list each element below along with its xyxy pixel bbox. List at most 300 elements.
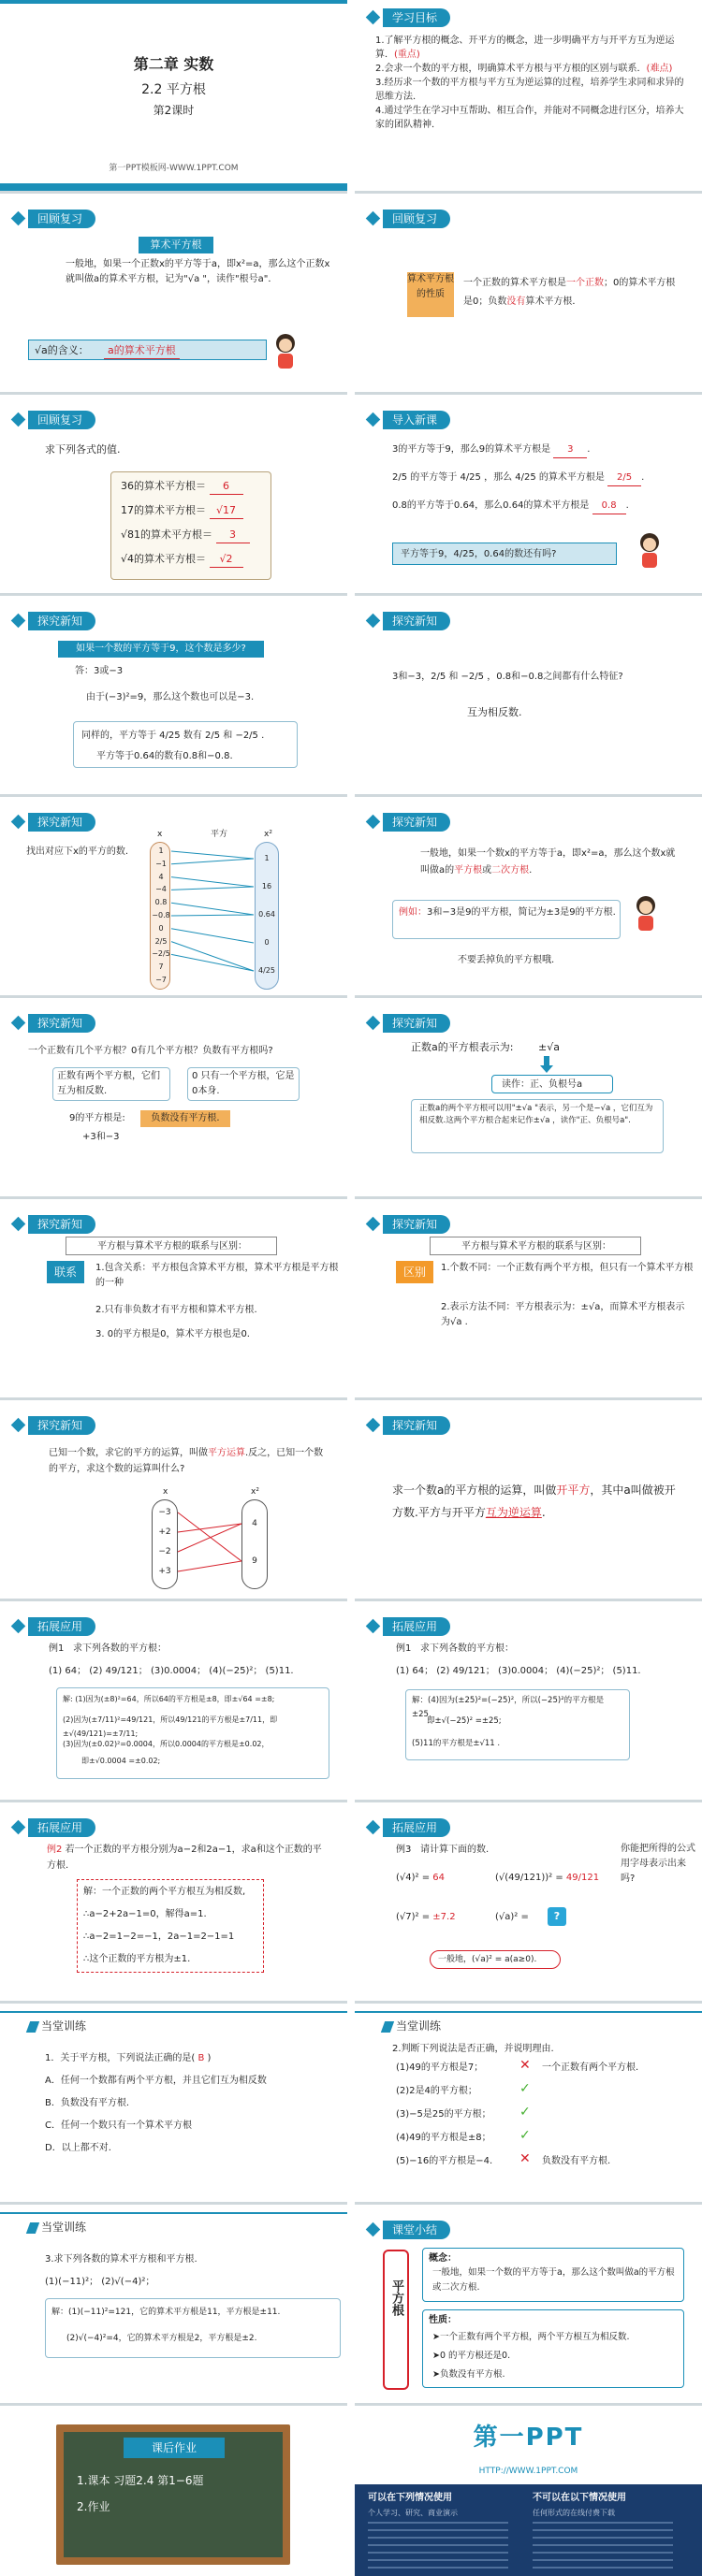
diamond-icon (11, 1016, 26, 1031)
cross-icon: ✕ (519, 2058, 531, 2073)
header-tab: 探究新知 (383, 1014, 450, 1033)
option-b: B．负数没有平方根. (45, 2098, 130, 2108)
slide-review-3[interactable] (0, 402, 347, 596)
practice-answer: B (197, 2053, 205, 2063)
slide-header (0, 1013, 347, 1034)
open-a: 求一个数a的平方根的运算，叫做 (392, 1483, 557, 1497)
slide-example-1a[interactable] (0, 1609, 347, 1802)
same-2: 平方等于0.64的数有0.8和−0.8. (96, 751, 233, 761)
check-icon: ✓ (519, 2105, 531, 2120)
slide-example-3[interactable] (355, 1810, 702, 2004)
intro-row-3-a: 0.8 (592, 498, 626, 514)
slide-header (355, 410, 702, 430)
difference-header-box (430, 1237, 641, 1255)
example-prompt: 求下列各数的平方根： (73, 1643, 167, 1654)
calc-1-q: (√4)² = (396, 1873, 431, 1883)
header-tab: 探究新知 (28, 1215, 95, 1234)
pen-icon (26, 2222, 39, 2234)
judge-statement: (5)−16的平方根是−4. (396, 2156, 493, 2166)
left-value: 0 (158, 923, 164, 933)
question-mark-icon: ? (548, 1907, 566, 1926)
allowed-sub: 个人学习、研究、商业演示 (368, 2509, 458, 2517)
row-4-a: √2 (210, 551, 243, 568)
top-bar (355, 2011, 702, 2013)
diamond-icon (366, 614, 381, 629)
diamond-icon (366, 10, 381, 25)
practice-title-text: 当堂训练 (41, 2221, 87, 2234)
slide-example-2[interactable] (0, 1810, 347, 2004)
positive-box (52, 1067, 170, 1101)
slide-review-1[interactable] (0, 201, 347, 395)
judge-reason: 一个正数有两个平方根. (542, 2062, 639, 2073)
lesson-label: 第2课时 (153, 104, 195, 117)
note-text: 正数a的两个平方根可以用"±√a "表示，另一个是−√a ，它们互为相反数.这两个平方根合起来记作±√a ，读作"正、负根号a". (419, 1104, 653, 1125)
slide-copyright[interactable] (355, 2413, 702, 2576)
slide-header (355, 1214, 702, 1235)
pen-icon (26, 2021, 39, 2033)
meaning-value: a的算术平方根 (104, 342, 180, 359)
forbidden-sub: 任何形式的在线付费下载 (533, 2509, 615, 2517)
slide-difference[interactable] (355, 1207, 702, 1400)
relation-header-box (66, 1237, 277, 1255)
example-label: 例1 (49, 1643, 65, 1654)
slide-definition[interactable] (355, 804, 702, 998)
example-2-label: 例2 (47, 1845, 63, 1855)
solution-line-4: ∴这个正数的平方根为±1. (83, 1954, 191, 1964)
concept-text: 一般地，如果一个数的平方等于a，那么这个数叫做a的平方根或二次方根. (432, 2267, 675, 2293)
row-1 (121, 478, 243, 495)
intro-row-1-q: 3的平方等于9，那么9的算术平方根是 (392, 444, 551, 455)
concept-box (422, 2248, 684, 2302)
link-line (368, 2537, 508, 2539)
intro-row-2: 2/5 的平方等于 4/25 ，那么 4/25 的算术平方根是 2/5 . (392, 470, 692, 486)
slide-header (0, 1817, 347, 1838)
pen-icon (381, 2021, 394, 2033)
property-box (422, 2309, 684, 2388)
op-left-value: +3 (158, 1567, 171, 1576)
left-value: −1 (155, 859, 167, 868)
left-value: 0.8 (154, 898, 168, 907)
slide-objectives[interactable] (355, 0, 702, 194)
slide-intro[interactable] (355, 402, 702, 596)
right-value: 0 (264, 938, 270, 947)
solution-box (77, 1879, 264, 1973)
mapping-arrow (171, 942, 254, 971)
link-line (533, 2529, 673, 2531)
operation-arrow (178, 1512, 241, 1561)
diamond-icon (11, 1820, 26, 1835)
meaning-box (28, 340, 267, 360)
answer-text: 答：3或−3 (75, 666, 124, 676)
slide-homework[interactable] (0, 2413, 347, 2576)
arrow-down-icon (540, 1056, 553, 1073)
diamond-icon (11, 614, 26, 629)
practice-title-text: 当堂训练 (41, 2019, 87, 2033)
cross-icon: ✕ (519, 2151, 531, 2166)
difference-item-2: 2.表示方法不同：平方根表示为：±√a，而算术平方根表示为√a . (441, 1302, 685, 1327)
header-tab: 回顾复习 (383, 210, 450, 228)
left-value: −0.8 (152, 911, 170, 919)
diamond-icon (366, 1820, 381, 1835)
row-2-q: 17的算术平方根＝ (121, 504, 206, 516)
def-b: 平方根 (454, 865, 483, 876)
meaning-label: √a的含义： (35, 344, 89, 356)
feature-answer: 互为相反数. (467, 706, 522, 718)
judge-statement: (2)2是4的平方根； (396, 2086, 477, 2096)
header-tab: 拓展应用 (28, 1617, 95, 1636)
slide-header (0, 1616, 347, 1637)
side-question: 你能把所得的公式用字母表示出来吗? (621, 1844, 695, 1884)
zero-text: 0 只有一个平方根，它是0本身. (192, 1071, 295, 1096)
row-2 (121, 502, 243, 519)
brand-logo: 第一PPT (473, 2424, 584, 2452)
top-bar (0, 0, 347, 4)
solution-line-2: ∴a−2+2a−1=0，解得a=1. (83, 1909, 207, 1919)
open-e: . (541, 1506, 546, 1519)
objective-1: 1.了解平方根的概念、开平方的概念，进一步明确平方与开平方互为逆运算． (375, 36, 675, 60)
mapping-arrow (171, 929, 254, 943)
property-a: 一个正数的算术平方根是 (463, 278, 566, 288)
property-tag: 算术平方根的性质 (407, 272, 454, 317)
box-title: 算术平方根 (139, 237, 213, 253)
practice-q-end: ) (207, 2053, 212, 2063)
slide-relation[interactable] (0, 1207, 347, 1400)
intro-row-1-a: 3 (553, 441, 587, 458)
count-question: 一个正数有几个平方根？0有几个平方根？负数有平方根吗? (28, 1046, 273, 1056)
link-line (368, 2522, 508, 2524)
brand-url[interactable]: HTTP://WWW.1PPT.COM (478, 2467, 578, 2476)
link-line (368, 2529, 508, 2531)
mapping-lines (0, 804, 347, 998)
op-head-x: x (163, 1487, 168, 1497)
mapping-arrow (171, 877, 254, 887)
diamond-icon (366, 1217, 381, 1232)
warning-text: 不要丢掉负的平方根哦. (458, 955, 555, 965)
calc-2-q: (√(49/121))² = (495, 1873, 563, 1883)
relation-item-2: 2.只有非负数才有平方根和算术平方根. (95, 1305, 257, 1315)
calc-3-q: (√7)² = (396, 1912, 431, 1922)
forbidden-heading: 不可以在以下情况使用 (533, 2493, 626, 2503)
slide-explore-1[interactable] (0, 603, 347, 797)
practice-3-solution (45, 2298, 341, 2358)
relation-header: 平方根与算术平方根的联系与区别： (97, 1241, 247, 1252)
question-bar: 如果一个数的平方等于9，这个数是多少? (58, 641, 264, 658)
slide-review-2[interactable] (355, 201, 702, 395)
positive-text: 正数有两个平方根，它们互为相反数. (57, 1071, 160, 1096)
slide-explore-2[interactable] (355, 603, 702, 797)
row-4-q: √4的算术平方根＝ (121, 553, 207, 565)
difference-header: 平方根与算术平方根的联系与区别： (461, 1241, 611, 1252)
option-a: A．任何一个数都有两个平方根，并且它们互为相反数 (45, 2076, 267, 2086)
chapter-title: 第二章 实数 (133, 55, 214, 73)
slide-operation[interactable] (0, 1408, 347, 1601)
intro-row-1: 3的平方等于9，那么9的算术平方根是 3 . (392, 441, 692, 458)
diamond-icon (11, 1619, 26, 1634)
calc-1-a: 64 (432, 1873, 446, 1883)
example-text (399, 904, 616, 920)
diamond-icon (366, 412, 381, 427)
slide-header (0, 410, 347, 430)
slide-header (355, 209, 702, 229)
diamond-icon (366, 2222, 381, 2237)
row-1-a: 6 (210, 478, 243, 495)
judge-reason: 负数没有平方根. (542, 2156, 611, 2166)
slide-header (355, 7, 702, 28)
left-value: 7 (158, 962, 164, 972)
intro-row-2-q: 2/5 的平方等于 4/25 ，那么 4/25 的算术平方根是 (392, 472, 605, 483)
mapping-arrow (171, 851, 254, 859)
relation-item-3: 3. 0的平方根是0，算术平方根也是0. (95, 1329, 250, 1339)
difference-tag: 区别 (396, 1261, 433, 1283)
feature-question: 3和−3，2/5 和 −2/5 ，0.8和−0.8之间都有什么特征? (392, 672, 623, 682)
practice-3-sol-1: 解：(1)(−11)²=121，它的算术平方根是11，平方根是±11. (51, 2308, 281, 2317)
example-3-prompt: 请计算下面的数. (420, 1845, 490, 1855)
right-value: 16 (261, 882, 272, 890)
left-value: −4 (155, 885, 167, 894)
mapping-arrow (171, 915, 254, 916)
header-tab: 探究新知 (28, 1014, 95, 1033)
homework-title: 课后作业 (124, 2438, 225, 2458)
diamond-icon (11, 412, 26, 427)
solution-line-2: 即±√(−25)² =±25; (427, 1716, 502, 1726)
property-d: 没有 (506, 297, 526, 307)
mapping-prompt: 找出对应下x的平方的数. (26, 847, 129, 857)
solution-line-1: 解：一个正数的两个平方根互为相反数, (83, 1887, 246, 1897)
solution-line-1: 解：(4)因为(±25)²=(−25)²，所以(−25)²的平方根是±25， (412, 1696, 605, 1719)
open-c: ，其中a叫做被开方数.平方与开平方 (392, 1483, 676, 1519)
row-3-q: √81的算术平方根＝ (121, 528, 213, 541)
calc-3 (396, 1909, 456, 1925)
summary-side-text: 平方根 (389, 2279, 403, 2316)
op-left-value: −2 (158, 1547, 171, 1556)
slide-header (355, 2220, 702, 2240)
calc-2 (495, 1870, 599, 1886)
judge-question: 2.判断下列说法是否正确，并说明理由. (392, 2044, 554, 2054)
operation-c: .反之，已知一个数的平方，求这个数的运算叫什么? (49, 1448, 324, 1474)
link-line (533, 2559, 673, 2561)
option-d: D．以上都不对. (45, 2143, 111, 2153)
slide-practice-1[interactable] (0, 2011, 347, 2205)
left-value: 4 (158, 872, 164, 881)
slide-count[interactable] (0, 1006, 347, 1199)
left-value: 2/5 (154, 936, 168, 946)
objective-2-tag: (难点) (646, 64, 673, 74)
right-value: 4/25 (258, 966, 275, 975)
head-square: 平方 (211, 830, 228, 839)
slide-header (0, 209, 347, 229)
section-title: 2.2 平方根 (141, 82, 206, 97)
header-tab: 课堂小结 (383, 2221, 450, 2239)
example-body: 3和−3是9的平方根，简记为±3是9的平方根. (427, 907, 616, 918)
mapping-arrow (171, 887, 254, 890)
objective-3: 3.经历求一个数的平方根与平方互为逆运算的过程，培养学生求同和求异的思维方法． (375, 78, 684, 102)
slide-header (0, 611, 347, 631)
solution-line-1: 解: (1)因为(±8)²=64，所以64的平方根是±8，即±√64 =±8; (63, 1695, 275, 1703)
homework-item-1: 1.课本 习题2.4 第1−6题 (77, 2474, 204, 2487)
same-1: 同样的，平方等于 4/25 数有 2/5 和 −2/5 . (81, 731, 265, 741)
header-tab: 探究新知 (383, 1215, 450, 1234)
definition-text: 一般地，如果一个数x的平方等于a，即x²=a，那么这个数x就叫做a的平方根或二次方根. (420, 848, 676, 876)
example-2-text (47, 1842, 328, 1874)
head-x2: x² (264, 830, 272, 839)
diamond-icon (366, 1619, 381, 1634)
mapping-arrow (171, 903, 254, 915)
practice-title (383, 2019, 441, 2034)
header-tab: 拓展应用 (28, 1818, 95, 1837)
license-panel (355, 2484, 702, 2576)
link-line (368, 2544, 508, 2546)
slide-mapping[interactable] (0, 804, 347, 998)
op-left-value: +2 (158, 1527, 171, 1537)
relation-item-1: 1.包含关系：平方根包含算术平方根，算术平方根是平方根的一种 (95, 1263, 339, 1288)
operation-a: 已知一个数，求它的平方的运算，叫做 (49, 1448, 208, 1458)
link-line (368, 2567, 508, 2569)
property-item-1: ➤一个正数有两个平方根，两个平方根互为相反数. (432, 2332, 630, 2342)
check-icon: ✓ (519, 2081, 531, 2096)
footer-text: 第一PPT模板网-WWW.1PPT.COM (109, 164, 239, 173)
header-tab: 学习目标 (383, 8, 450, 27)
formula-box (430, 1950, 561, 1969)
slide-title[interactable] (0, 0, 347, 194)
solution-line-2: (2)因为(±7/11)²=49/121，所以49/121的平方根是±7/11，即±√(49/121)=±7/11; (63, 1715, 278, 1738)
diamond-icon (366, 1016, 381, 1031)
link-line (533, 2544, 673, 2546)
example-prompt: 求下列各数的平方根： (420, 1643, 514, 1654)
header-tab: 拓展应用 (383, 1818, 450, 1837)
concept-label: 概念： (429, 2253, 457, 2264)
judge-statement: (1)49的平方根是7； (396, 2062, 484, 2073)
practice-q: 1．关于平方根，下列说法正确的是( (45, 2053, 196, 2063)
zero-box (187, 1067, 300, 1101)
objective-2: 2.会求一个数的平方根，明确算术平方根与平方根的区别与联系． (375, 64, 647, 74)
link-line (533, 2567, 673, 2569)
property-text (463, 274, 679, 311)
reason-text: 由于(−3)²=9，那么这个数也可以是−3. (86, 692, 255, 702)
slide-practice-3[interactable] (0, 2212, 347, 2406)
example-2-prompt: 若一个正数的平方根分别为a−2和2a−1，求a和这个正数的平方根. (47, 1845, 322, 1871)
calc-1 (396, 1870, 445, 1886)
intro-row-2-a: 2/5 (607, 470, 641, 486)
intro-row-3: 0.8的平方等于0.64，那么0.64的算术平方根是 0.8 . (392, 498, 692, 514)
slide-open-square[interactable] (355, 1408, 702, 1601)
top-bar (0, 2212, 347, 2214)
calc-4-q: (√a)² = (495, 1912, 529, 1922)
nine-label: 9的平方根是: (69, 1113, 125, 1123)
open-square-text (392, 1479, 682, 1524)
example-label: 例1 (396, 1643, 412, 1654)
operation-b: 平方运算 (208, 1448, 245, 1458)
calc-4 (495, 1909, 529, 1925)
def-d: 二次方根 (491, 865, 530, 876)
header-tab: 探究新知 (383, 612, 450, 630)
homework-item-2: 2.作业 (77, 2500, 110, 2513)
nine-value: +3和−3 (82, 1132, 120, 1142)
link-line (533, 2537, 673, 2539)
bottom-bar (0, 183, 347, 191)
right-value: 0.64 (258, 910, 275, 919)
open-b: 开平方 (556, 1483, 591, 1497)
header-tab: 探究新知 (28, 612, 95, 630)
practice-3-items: (1)(−11)²； (2)√(−4)²； (45, 2277, 155, 2287)
objectives-text (375, 34, 684, 132)
slide-summary[interactable] (355, 2212, 702, 2406)
link-line (533, 2552, 673, 2554)
practice-3-question: 3.求下列各数的算术平方根和平方根. (45, 2254, 197, 2265)
header-tab: 回顾复习 (28, 210, 95, 228)
left-value: −2/5 (152, 949, 170, 959)
slide-header (355, 1616, 702, 1637)
op-right-value: 4 (252, 1519, 257, 1528)
example-box (392, 900, 621, 939)
op-right-value: 9 (252, 1556, 257, 1566)
formula-text: 一般地，(√a)² = a(a≥0). (438, 1955, 537, 1964)
property-c: ；0的算术平方根是0；负数 (463, 278, 676, 307)
header-tab: 回顾复习 (28, 411, 95, 429)
check-icon: ✓ (519, 2128, 531, 2143)
link-line (368, 2552, 508, 2554)
practice-title (28, 2220, 86, 2236)
slide-header (355, 1013, 702, 1034)
slide-example-1b[interactable] (355, 1609, 702, 1802)
header-tab: 探究新知 (28, 813, 95, 832)
option-c: C．任何一个数只有一个算术平方根 (45, 2120, 192, 2131)
slide-notation[interactable] (355, 1006, 702, 1199)
top-bar (0, 2011, 347, 2013)
definition-text: 一般地，如果一个正数x的平方等于a，即x²=a，那么这个正数x就叫做a的算术平方根，记为"√a "，读作"根号a"． (66, 259, 330, 284)
property-item-3: ➤负数没有平方根. (432, 2369, 505, 2380)
def-c: 或 (482, 865, 492, 876)
negative-tag: 负数没有平方根. (140, 1110, 230, 1127)
slide-header (0, 1214, 347, 1235)
solution-line-3: (3)因为(±0.02)²=0.0004，所以0.0004的平方根是±0.02， (63, 1740, 270, 1748)
row-2-a: √17 (210, 502, 243, 519)
calc-2-a: 49/121 (565, 1873, 600, 1883)
calc-3-a: ±7.2 (432, 1912, 456, 1922)
read-box (491, 1075, 613, 1093)
diamond-icon (366, 211, 381, 226)
student-icon (271, 332, 300, 371)
mapping-arrow (171, 859, 254, 864)
objective-1-tag: (重点) (394, 50, 420, 60)
read-text: 读作：正、负根号a (502, 1079, 583, 1090)
mapping-arrow (171, 954, 254, 971)
header-tab: 探究新知 (28, 1416, 95, 1435)
judge-statement: (3)−5是25的平方根； (396, 2109, 491, 2120)
scroll-box (110, 471, 271, 580)
difference-item-1: 1.个数不同：一个正数有两个平方根，但只有一个算术平方根 (441, 1263, 694, 1273)
operation-arrow (178, 1561, 241, 1571)
left-value: −7 (155, 976, 167, 984)
relation-tag: 联系 (47, 1261, 84, 1283)
head-x: x (157, 830, 163, 839)
property-label: 性质： (429, 2315, 457, 2325)
solution-line-3: ∴a−2=1−2=−1，2a−1=2−1=1 (83, 1932, 235, 1942)
example-3-label: 例3 (396, 1845, 412, 1855)
practice-question (45, 2050, 211, 2066)
diamond-icon (11, 211, 26, 226)
practice-title-text: 当堂训练 (396, 2019, 442, 2033)
diamond-icon (11, 1217, 26, 1232)
op-left-value: −3 (158, 1508, 171, 1517)
slide-header (355, 1817, 702, 1838)
allowed-heading: 可以在下列情况使用 (368, 2493, 452, 2503)
header-tab: 探究新知 (383, 813, 450, 832)
right-value: 1 (264, 854, 270, 862)
summary-side (383, 2250, 409, 2390)
link-line (368, 2559, 508, 2561)
slide-practice-2[interactable] (355, 2011, 702, 2205)
example-label: 例如： (399, 907, 427, 918)
